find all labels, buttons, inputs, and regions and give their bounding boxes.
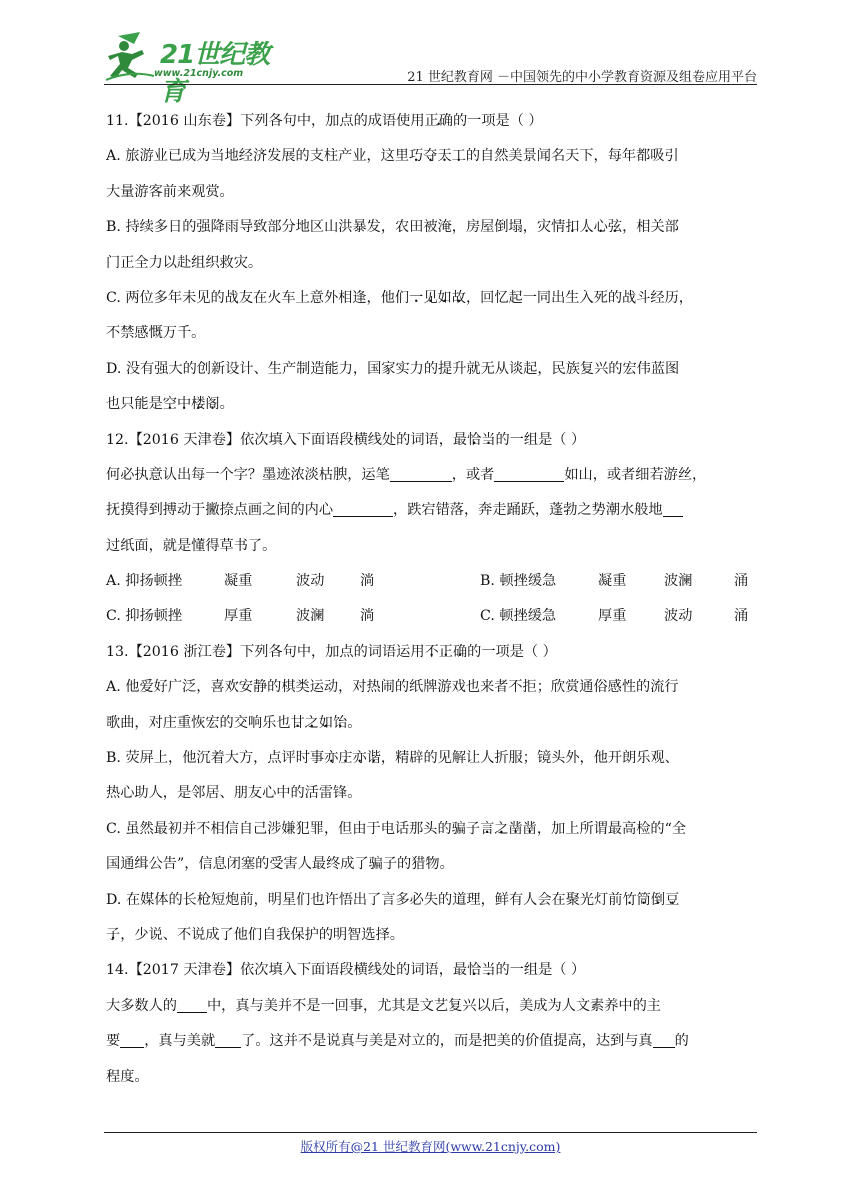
emphasized-idiom [565,219,622,235]
emphasis-char: 工 [451,148,466,165]
question-11-option-b-cont: 门正全力以赴组织救灾。 [106,254,263,271]
emphasis-char: 见 [423,289,438,306]
option-word: 淌 [360,573,375,590]
fill-blank[interactable] [494,466,564,482]
emphasized-idiom [409,290,466,306]
fill-blank[interactable] [390,466,452,482]
option-word: 厚重 [598,608,627,625]
question-14-passage-1: 大多数人的 中，真与美并不是一回事，尤其是文艺复兴以后，美成为人文素养中的主 [106,997,661,1014]
page-header [104,26,757,107]
document-body [106,104,756,1095]
question-11-option-b: B. 持续多日的强降雨导致部分地区山洪暴发，农田被淹，房屋倒塌，灾情扣人心弦，相关部 [106,219,679,236]
emphasis-char: 亦 [324,750,339,767]
emphasis-char: 故 [451,289,466,306]
runner-logo-icon [104,30,156,82]
question-14-passage-2: 要 ，真与美就 了。这并不是说真与美是对立的，而是把美的价值提高，达到与真 的 [106,1033,689,1050]
question-14-stem: 14.【2017 天津卷】依次填入下面语段横线处的词语，最恰当的一组是（ ） [106,962,586,979]
question-11-option-c-cont: 不禁感慨万千。 [106,325,206,342]
emphasized-idiom [163,396,220,412]
emphasis-char: 言 [480,820,495,837]
emphasis-char: 倒 [650,891,666,908]
question-13-option-b: B. 荧屏上，他沉着大方，点评时事亦庄亦谐，精辟的见解让人折服；镜头外，他开朗乐观、 [106,750,679,767]
emphasized-idiom [409,148,466,164]
emphasis-char: 人 [579,219,594,236]
emphasis-char: 恰 [467,431,482,448]
emphasized-word [425,644,468,660]
question-13-option-d: D. 在媒体的长枪短炮前，明星们也许悟出了言多必失的道理，鲜有人会在聚光灯前竹筒倒豆 [106,891,680,908]
question-11-option-a: A. 旅游业已成为当地经济发展的支柱产业，这里巧夺天工的自然美景闻名天下，每年都吸引 [106,148,679,165]
question-11-option-d: D. 没有强大的创新设计、生产制造能力，国家实力的提升就无从谈起，民族复兴的宏伟蓝图 [106,360,680,377]
emphasis-char: 凿 [522,820,537,837]
emphasis-char: 如 [318,714,334,731]
emphasized-idiom [290,715,347,731]
fill-blank[interactable] [177,997,207,1013]
question-11-stem: 11.【2016 山东卷】下列各句中，加点的成语使用正确的一项是（ ） [106,113,543,129]
fill-blank[interactable] [663,501,683,517]
option-word: 波澜 [296,608,325,625]
question-12-passage-1: 何必执意认出每一个字？墨迹浓淡枯腴，运笔 ，或者 如山，或者细若游丝， [106,466,707,483]
emphasized-word [467,432,495,448]
option-label: C. 顿挫缓急 [480,608,557,625]
emphasis-char: 之 [304,714,319,731]
question-11-option-a-cont: 大量游客前来观赏。 [106,183,234,200]
emphasis-char: 豆 [665,891,680,908]
emphasis-char: 亦 [352,750,367,767]
option-word: 淌 [360,608,375,625]
site-logo[interactable] [104,30,284,107]
option-word: 涌 [734,573,749,590]
emphasis-char: 扣 [565,219,580,236]
emphasis-char: 阁 [205,396,220,413]
question-13-option-a: A. 他爱好广泛，喜欢安静的棋类运动，对热闹的纸牌游戏也来者不拒；欣赏通俗感性的流行 [106,679,679,696]
question-13-option-b-cont: 热心助人，是邻居、朋友心中的活雷锋。 [106,785,362,802]
emphasis-char: 巧 [409,148,424,165]
emphasis-char: 筒 [636,891,651,908]
fill-blank[interactable] [333,501,393,517]
emphasis-char: 正 [438,643,453,660]
emphasized-idiom [324,750,381,766]
question-11-option-c: C. 两位多年未见的战友在火车上意外相逢，他们一见如故，回忆起一同出生入死的战斗经历， [106,289,693,306]
question-13-option-c: C. 虽然最初并不相信自己涉嫌犯罪，但由于电话那头的骗子言之凿凿，加上所谓最高检的“全 [106,820,687,837]
fill-blank[interactable] [215,1032,241,1048]
option-word: 波澜 [664,573,693,590]
emphasis-char: 谐 [366,750,381,767]
footer-copyright-link[interactable]: 版权所有@21 世纪教育网(www.21cnjy.com) [300,1139,561,1154]
header-divider [104,84,757,85]
emphasis-char: 甘 [290,714,305,731]
question-14-passage-3: 程度。 [106,1068,149,1085]
emphasis-char: 饴 [333,714,348,731]
fill-blank[interactable] [653,1032,675,1048]
emphasis-char: 竹 [622,891,637,908]
option-word: 凝重 [598,573,627,590]
emphasis-char: 心 [593,219,608,236]
emphasized-word [467,962,495,978]
emphasis-char: 楼 [191,396,206,413]
option-label: C. 抑扬顿挫 [106,608,183,625]
emphasis-char: 空 [162,396,177,413]
option-word: 波动 [664,608,693,625]
option-label: B. 顿挫缓急 [480,573,557,590]
emphasis-char: 当 [481,431,496,448]
question-12-passage-3: 过纸面，就是懂得草书了。 [106,537,277,554]
header-slogan: 21 世纪教育网 －中国领先的中小学教育资源及组卷应用平台 [407,70,757,85]
question-12-options-row-2 [106,599,756,634]
emphasis-char: 之 [494,820,509,837]
logo-text: 21世纪教育 [160,40,270,107]
question-12-stem: 12.【2016 天津卷】依次填入下面语段横线处的词语，最恰当的一组是（ ） [106,431,586,448]
option-label: A. 抑扬顿挫 [106,573,183,590]
question-12-passage-2: 抚摸得到搏动于撇捺点画之间的内心 ，跌宕错落，奔走踊跃，蓬勃之势潮水般地 [106,493,756,528]
emphasis-char: 当 [481,962,496,979]
emphasis-char: 确 [452,643,468,660]
question-11-option-d-cont: 也只能是空中楼阁。 [106,396,234,413]
option-word: 波动 [296,573,325,590]
emphasis-char: 夺 [423,148,438,165]
emphasis-char: 恰 [467,962,482,979]
emphasis-char: 一 [409,289,424,306]
emphasized-idiom [480,821,537,837]
emphasis-char: 天 [437,148,452,165]
question-13-option-a-cont: 歌曲，对庄重恢宏的交响乐也甘之如饴。 [106,714,362,731]
emphasis-char: 弦 [607,219,623,236]
question-13-stem: 13.【2016 浙江卷】下列各句中，加点的词语运用不正确的一项是（ ） [106,643,557,660]
footer-divider [104,1132,757,1133]
option-word: 凝重 [224,573,253,590]
option-word: 涌 [734,608,749,625]
question-13-option-d-cont: 子，少说、不说成了他们自我保护的明智选择。 [106,926,404,943]
emphasis-char: 不 [424,643,439,660]
emphasis-char: 中 [176,396,192,413]
emphasized-idiom [106,927,120,943]
emphasis-char: 庄 [338,750,353,767]
question-13-option-c-cont: 国通缉公告”，信息闭塞的受害人最终成了骗子的猎物。 [106,856,454,873]
fill-blank[interactable] [120,1032,144,1048]
question-12-options-row-1 [106,564,756,599]
emphasis-char: 子 [106,926,121,943]
emphasis-char: 凿 [508,820,523,837]
emphasized-idiom [622,892,679,908]
logo-url: www.21cnjy.com [154,68,244,79]
option-word: 厚重 [224,608,253,625]
emphasis-char: 如 [437,289,452,306]
